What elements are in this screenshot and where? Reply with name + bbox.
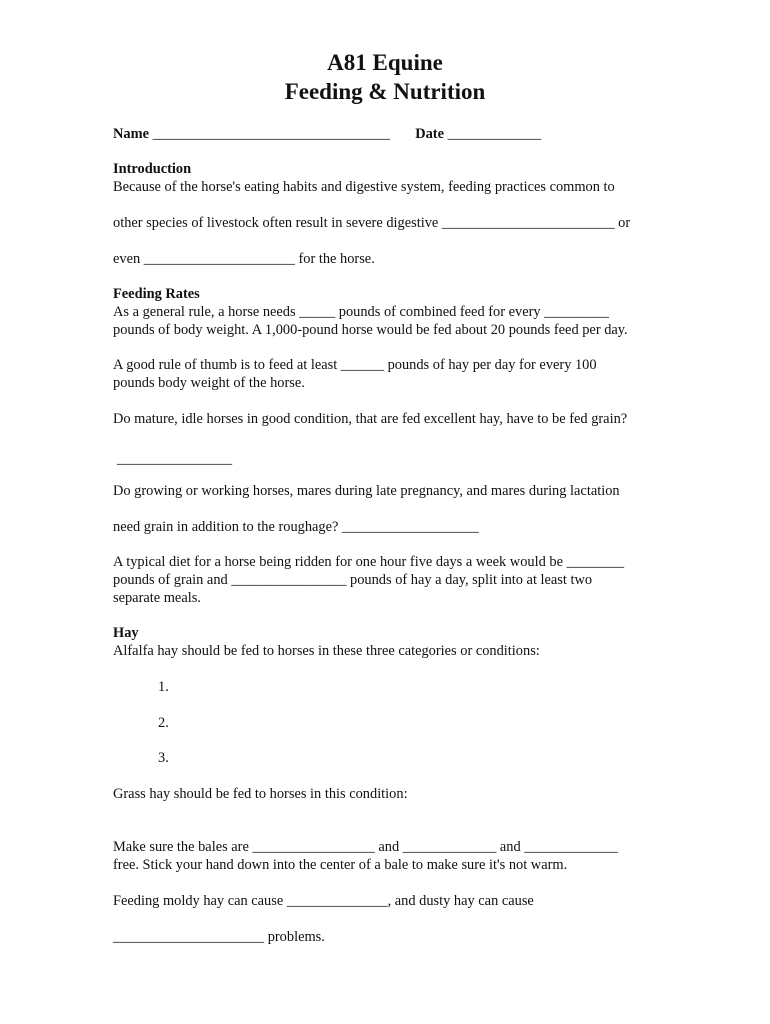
- feeding-rates-p4-line-2: need grain in addition to the roughage? ___________________: [113, 519, 479, 535]
- name-field[interactable]: _________________________________: [152, 126, 391, 142]
- page-title: A81 Equine: [327, 50, 443, 75]
- page-subtitle: Feeding & Nutrition: [284, 79, 486, 104]
- feeding-rates-p5-line-2: pounds of grain and ________________ pounds of hay a day, split into at least two: [113, 572, 593, 588]
- feeding-rates-p1-line-1: As a general rule, a horse needs _____ pounds of combined feed for every _________: [113, 304, 609, 320]
- alfalfa-item-1: 1.: [158, 679, 169, 695]
- feeding-rates-p5-line-1: A typical diet for a horse being ridden for one hour five days a week would be ________: [113, 554, 625, 570]
- bales-line-2: free. Stick your hand down into the center of a bale to make sure it's not warm.: [113, 857, 568, 873]
- bales-line-1: Make sure the bales are _________________ and _____________ and _____________: [113, 839, 618, 855]
- hay-heading: Hay: [113, 625, 139, 641]
- feeding-rates-p3-answer-blank[interactable]: ________________: [117, 451, 233, 467]
- feeding-rates-p4-line-1: Do growing or working horses, mares during late pregnancy, and mares during lactation: [113, 483, 620, 499]
- introduction-line-2: other species of livestock often result in severe digestive ________________________ or: [113, 215, 631, 231]
- feeding-rates-p1-line-2: pounds of body weight. A 1,000-pound horse would be fed about 20 pounds feed per day.: [113, 322, 628, 338]
- name-date-row: [113, 125, 541, 143]
- alfalfa-item-3: 3.: [158, 750, 169, 766]
- date-label: Date: [415, 126, 444, 142]
- introduction-heading: Introduction: [113, 161, 192, 177]
- hay-alfalfa-line: Alfalfa hay should be fed to horses in these three categories or conditions:: [113, 643, 540, 659]
- feeding-rates-p3-question: Do mature, idle horses in good condition, that are fed excellent hay, have to be fed grain?: [113, 411, 628, 427]
- feeding-rates-p2-line-2: pounds body weight of the horse.: [113, 375, 305, 391]
- introduction-line-3: even _____________________ for the horse.: [113, 251, 375, 267]
- alfalfa-item-2: 2.: [158, 715, 169, 731]
- feeding-rates-p2-line-1: A good rule of thumb is to feed at least ______ pounds of hay per day for every 100: [113, 357, 597, 373]
- feeding-rates-p5-line-3: separate meals.: [113, 590, 201, 606]
- name-label: Name: [113, 126, 149, 142]
- moldy-hay-line-1: Feeding moldy hay can cause ______________, and dusty hay can cause: [113, 893, 534, 909]
- grass-hay-line: Grass hay should be fed to horses in this condition:: [113, 786, 408, 802]
- introduction-line-1: Because of the horse's eating habits and digestive system, feeding practices common to: [113, 179, 615, 195]
- date-field[interactable]: _____________: [447, 126, 542, 142]
- moldy-hay-line-2: _____________________ problems.: [113, 929, 325, 945]
- feeding-rates-heading: Feeding Rates: [113, 286, 200, 302]
